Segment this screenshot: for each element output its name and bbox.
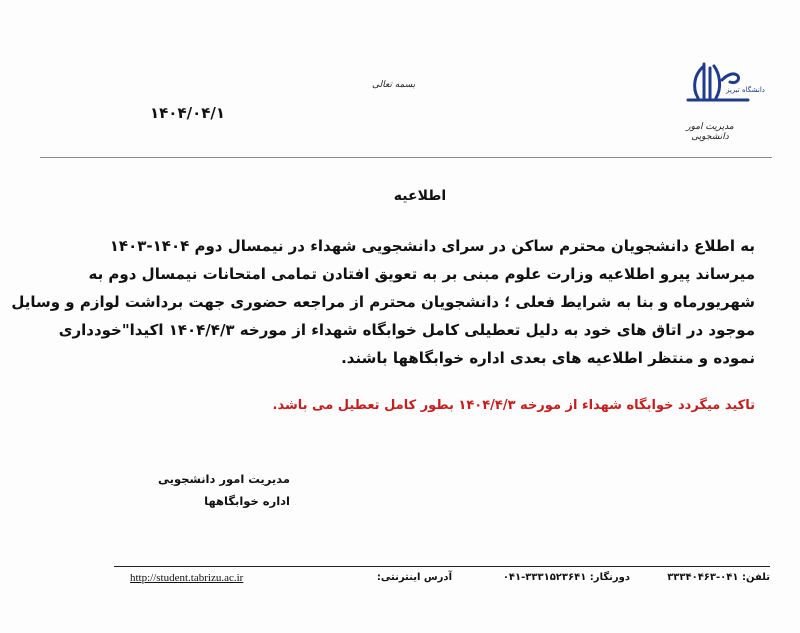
signature-block: [150, 468, 290, 512]
signature-dept: مدیریت امور دانشجویی: [158, 472, 290, 486]
basmala: بسمه تعالی: [372, 80, 416, 90]
body-line: شهریورماه و بنا به شرایط فعلی ؛ دانشجویان محترم از مراجعه حضوری جهت برداشت لوازم و وسایل: [11, 293, 755, 311]
footer-url-link[interactable]: http://student.tabrizu.ac.ir: [130, 572, 244, 584]
body-line: نموده و منتظر اطلاعیه های بعدی اداره خوابگاهها باشند.: [341, 349, 755, 367]
body-line: موجود در اتاق های خود به دلیل تعطیلی کامل خوابگاه شهداء از مورخه ۱۴۰۴/۴/۳ اکیدا"خودداری: [58, 321, 755, 339]
notice-date: ۱۴۰۴/۰۴/۱: [150, 104, 226, 122]
svg-text:دانشگاه تبریز: دانشگاه تبریز: [726, 86, 765, 94]
logo-caption: مدیریت امور دانشجویی: [686, 122, 734, 142]
footer: [130, 572, 770, 590]
emphasis-note: تاکید میگردد خوابگاه شهداء از مورخه ۱۴۰۴/۴/۳ بطور کامل تعطیل می باشد.: [272, 398, 755, 413]
signature-office: اداره خوابگاهها: [204, 494, 290, 508]
footer-fax: دورنگار: ۳۳۳۱۵۲۳۶۴۱-۰۴۱: [502, 572, 630, 583]
footer-address-label: آدرس اینترنتی:: [376, 572, 452, 583]
notice-title: اطلاعیه: [393, 188, 447, 204]
notice-body: [11, 232, 755, 372]
footer-divider: [114, 566, 770, 567]
header-divider: [40, 157, 772, 158]
body-line: به اطلاع دانشجویان محترم ساکن در سرای دانشجویی شهداء در نیمسال دوم ۱۴۰۴-۱۴۰۳: [109, 237, 755, 255]
university-logo-icon: [678, 58, 765, 108]
body-line: میرساند پیرو اطلاعیه وزارت علوم مبنی بر به تعویق افتادن تمامی امتحانات نیمسال دوم به: [88, 265, 755, 283]
footer-phone: تلفن: ۰۴۱-۳۳۳۴۰۴۶۳: [667, 572, 770, 583]
